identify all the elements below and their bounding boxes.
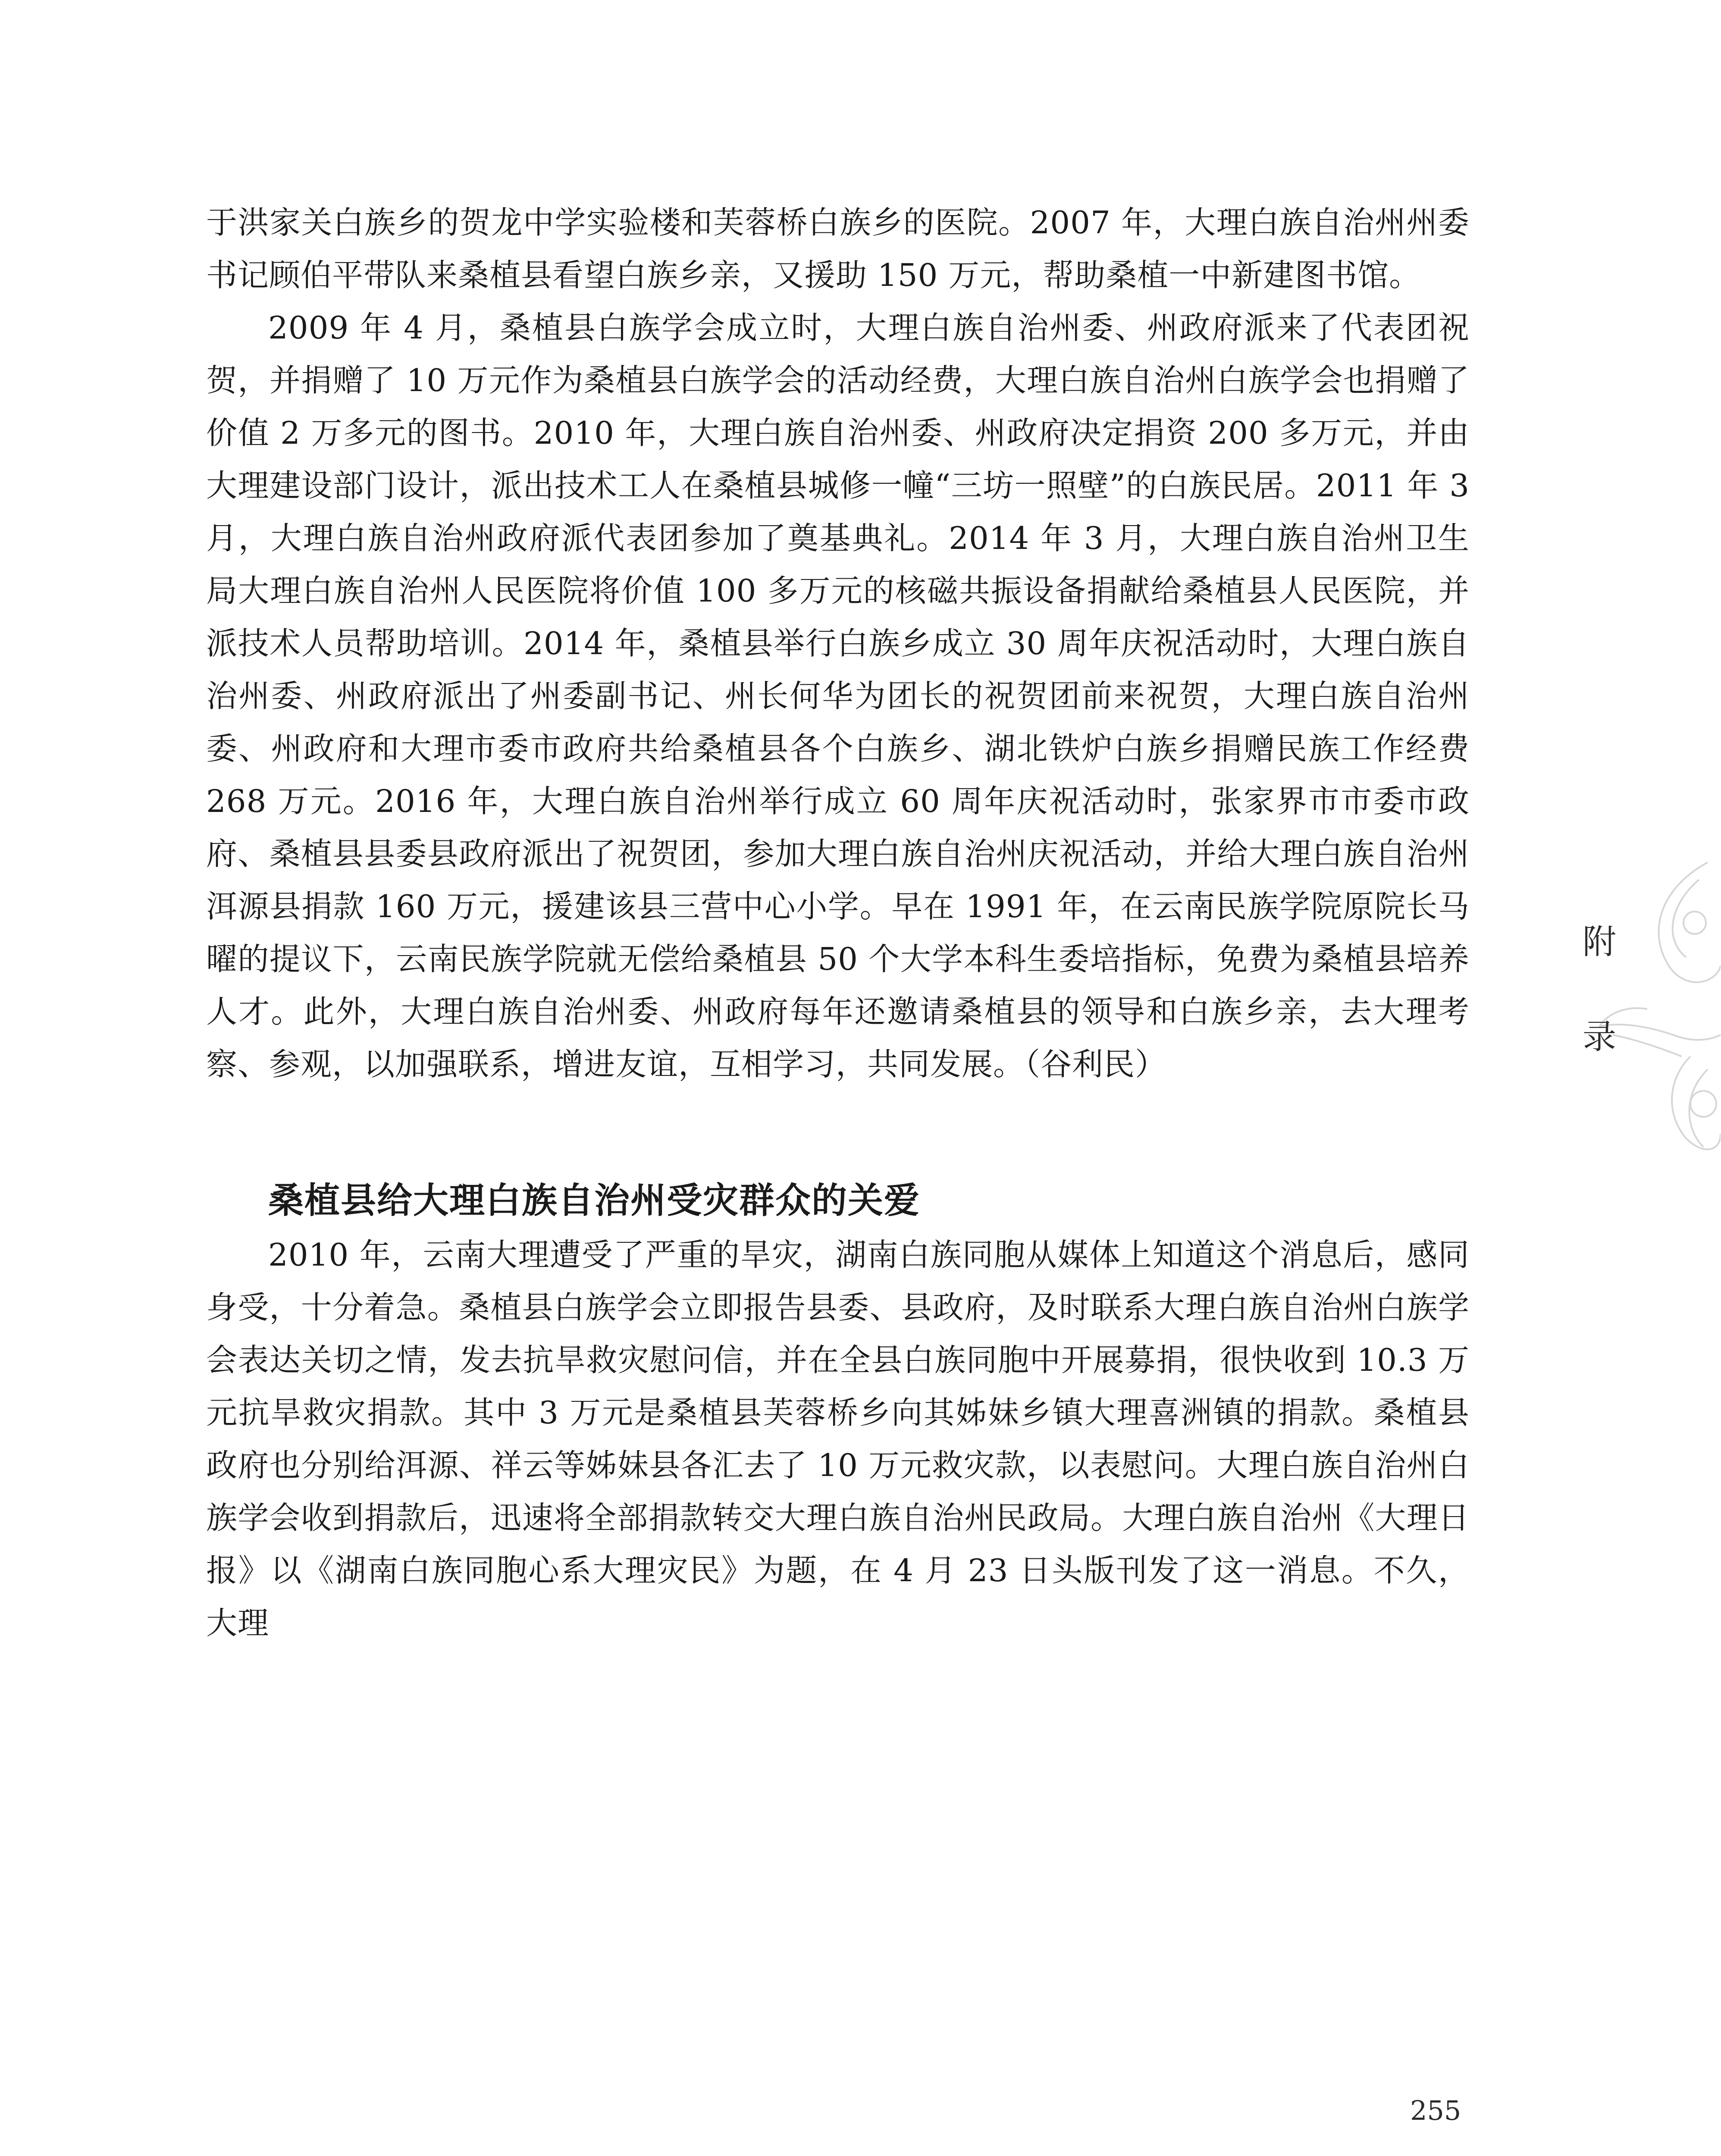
section-paragraph: 2010 年，云南大理遭受了严重的旱灾，湖南白族同胞从媒体上知道这个消息后，感同身受，十分着急。桑植县白族学会立即报告县委、县政府，及时联系大理白族自治州白族学会表达关切之情，发去抗旱救灾慰问信，并在全县白族同胞中开展募捐，很快收到 10.3 万元抗旱救灾捐款。其中 3 万元是桑植县芙蓉桥乡向其姊妹乡镇大理喜洲镇的捐款。桑植县政府也分别给洱源、祥云等姊妹县各汇去了 10 万元救灾款，以表慰问。大理白族自治州白族学会收到捐款后，迅速将全部捐款转交大理白族自治州民政局。大理白族自治州《大理日报》以《湖南白族同胞心系大理灾民》为题，在 4 月 23 日头版刊发了这一消息。不久，大理 [206, 1237, 1470, 1641]
side-tab-char-lu: 录 [1583, 1018, 1617, 1056]
paragraph-continued: 于洪家关白族乡的贺龙中学实验楼和芙蓉桥白族乡的医院。2007 年，大理白族自治州州委书记顾伯平带队来桑植县看望白族乡亲，又援助 150 万元，帮助桑植一中新建图书馆。 [206, 204, 1470, 293]
appendix-side-tab [1570, 897, 1656, 1078]
side-tab-char-fu: 附 [1583, 923, 1617, 962]
section-title: 桑植县给大理白族自治州受灾群众的关爱 [268, 1180, 921, 1221]
page-number: 255 [1410, 2095, 1461, 2126]
page-body [206, 196, 1470, 1649]
paragraph-2009: 2009 年 4 月，桑植县白族学会成立时，大理白族自治州委、州政府派来了代表团祝贺，并捐赠了 10 万元作为桑植县白族学会的活动经费，大理白族自治州白族学会也捐赠了价值 2 万多元的图书。2010 年，大理白族自治州委、州政府决定捐资 200 多万元，并由大理建设部门设计，派出技术工人在桑植县城修一幢“三坊一照壁”的白族民居。2011 年 3 月，大理白族自治州政府派代表团参加了奠基典礼。2014 年 3 月，大理白族自治州卫生局大理白族自治州人民医院将价值 100 多万元的核磁共振设备捐献给桑植县人民医院，并派技术人员帮助培训。2014 年，桑植县举行白族乡成立 30 周年庆祝活动时，大理白族自治州委、州政府派出了州委副书记、州长何华为团长的祝贺团前来祝贺，大理白族自治州委、州政府和大理市委市政府共给桑植县各个白族乡、湖北铁炉白族乡捐赠民族工作经费 268 万元。2016 年，大理白族自治州举行成立 60 周年庆祝活动时，张家界市市委市政府、桑植县县委县政府派出了祝贺团，参加大理白族自治州庆祝活动，并给大理白族自治州洱源县捐款 160 万元，援建该县三营中心小学。早在 1991 年，在云南民族学院原院长马曜的提议下，云南民族学院就无偿给桑植县 50 个大学本科生委培指标，免费为桑植县培养人才。此外，大理白族自治州委、州政府每年还邀请桑植县的领导和白族乡亲，去大理考察、参观，以加强联系，增进友谊，互相学习，共同发展。（谷利民） [206, 310, 1470, 1082]
